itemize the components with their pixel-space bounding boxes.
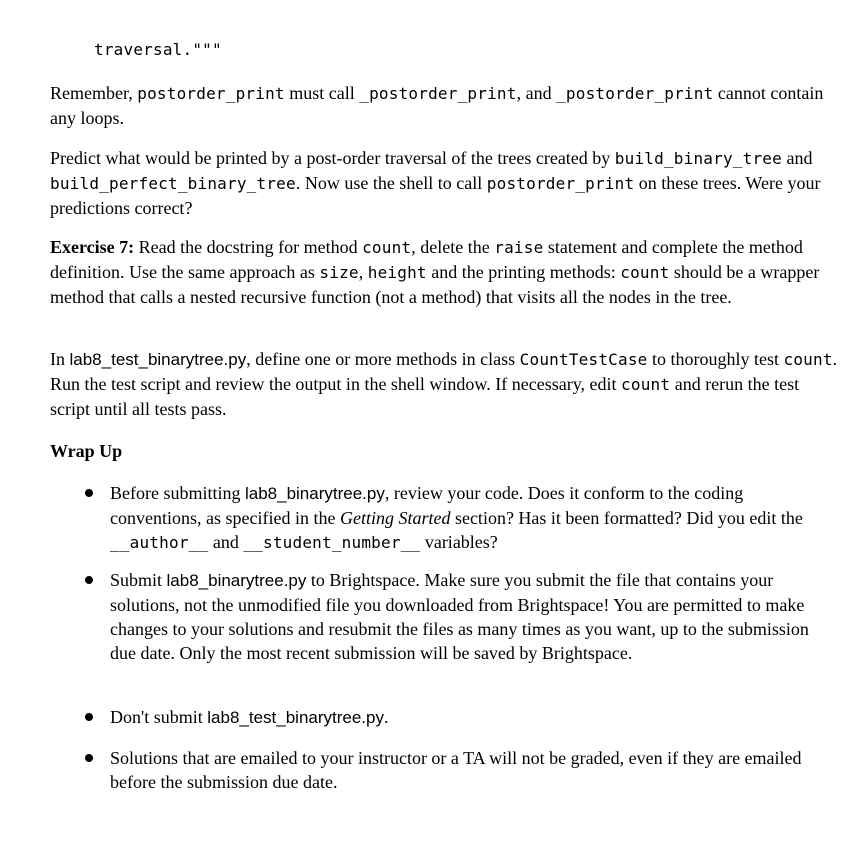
bullet-icon xyxy=(85,576,93,584)
code-build-perfect-binary-tree: build_perfect_binary_tree xyxy=(50,174,296,193)
list-item-text xyxy=(110,568,830,665)
filename-test-binarytree: lab8_test_binarytree.py xyxy=(207,708,384,727)
code-count: count xyxy=(621,375,671,394)
text: Before submitting xyxy=(110,483,245,503)
text: , xyxy=(358,262,368,282)
text: Predict what would be printed by a post-order traversal of the trees created by xyxy=(50,148,615,168)
text: statement and complete the method definition. Use the same approach as xyxy=(50,237,803,282)
code-raise: raise xyxy=(494,238,544,257)
code-fragment-traversal xyxy=(94,38,222,62)
bullet-icon xyxy=(85,754,93,762)
code-postorder-print: postorder_print xyxy=(137,84,285,103)
code-count-test-case: CountTestCase xyxy=(519,350,648,369)
text: Submit xyxy=(110,570,167,590)
text: and the printing methods: xyxy=(426,262,621,282)
text: and xyxy=(781,148,813,168)
text: on these trees. Were your predictions correct? xyxy=(50,173,821,218)
text: Read the docstring for method xyxy=(134,237,363,257)
text: to thoroughly test xyxy=(647,349,784,369)
text: and rerun the test script until all tests pass. xyxy=(50,374,800,419)
filename-test-binarytree: lab8_test_binarytree.py xyxy=(69,350,247,369)
code-size: size xyxy=(319,263,359,282)
code-text: traversal.""" xyxy=(94,40,222,59)
text: , delete the xyxy=(411,237,495,257)
text: cannot contain any loops. xyxy=(50,83,824,128)
text: variables? xyxy=(420,532,498,552)
code-count: count xyxy=(362,238,412,257)
text: . Now use the shell to call xyxy=(295,173,487,193)
text: . xyxy=(384,707,389,727)
section-heading-wrap-up: Wrap Up xyxy=(50,441,123,461)
text: section? Has it been formatted? Did you edit the xyxy=(450,508,803,528)
code-author: __author__ xyxy=(110,533,209,552)
code-private-postorder-print: _postorder_print xyxy=(359,84,517,103)
bullet-icon xyxy=(85,489,93,497)
code-height: height xyxy=(367,263,427,282)
text: and xyxy=(208,532,244,552)
list-item-text xyxy=(110,481,830,555)
code-count: count xyxy=(620,263,670,282)
text: In xyxy=(50,349,70,369)
code-postorder-print: postorder_print xyxy=(486,174,635,193)
text: , define one or more methods in class xyxy=(246,349,520,369)
text: Remember, xyxy=(50,83,138,103)
text: should be a wrapper method that calls a nested recursive function (not a method) that visits all the nodes in the tree. xyxy=(50,262,820,307)
paragraph-exercise-7 xyxy=(50,235,840,309)
list-item-text xyxy=(110,746,830,794)
emphasis-getting-started: Getting Started xyxy=(339,508,451,528)
text: , and xyxy=(516,83,557,103)
list-item-text xyxy=(110,705,830,730)
bullet-icon xyxy=(85,713,93,721)
code-student-number: __student_number__ xyxy=(243,533,421,552)
text: Solutions that are emailed to your instructor or a TA will not be graded, even if they are emailed before the submission due date. xyxy=(110,748,802,792)
filename-binarytree: lab8_binarytree.py xyxy=(244,484,385,503)
exercise-label: Exercise 7: xyxy=(50,237,135,257)
text: must call xyxy=(284,83,360,103)
code-private-postorder-print: _postorder_print xyxy=(556,84,714,103)
text: Don't submit xyxy=(110,707,208,727)
paragraph-postorder-remember xyxy=(50,81,840,130)
paragraph-test-count xyxy=(50,347,840,421)
code-build-binary-tree: build_binary_tree xyxy=(614,149,782,168)
code-count: count xyxy=(783,350,833,369)
text: to Brightspace. Make sure you submit the file that contains your solutions, not the unmodified file you downloaded from Brightspace! You are permitted to make changes to your solutions and resubmit the files as many times as you want, up to the submission due date. Only the most recent submission will be saved by Brightspace. xyxy=(110,570,809,663)
paragraph-predict xyxy=(50,146,840,220)
filename-binarytree: lab8_binarytree.py xyxy=(166,571,307,590)
text: , review your code. Does it conform to the coding conventions, as specified in the xyxy=(110,483,744,528)
text: . Run the test script and review the output in the shell window. If necessary, edit xyxy=(50,349,838,394)
